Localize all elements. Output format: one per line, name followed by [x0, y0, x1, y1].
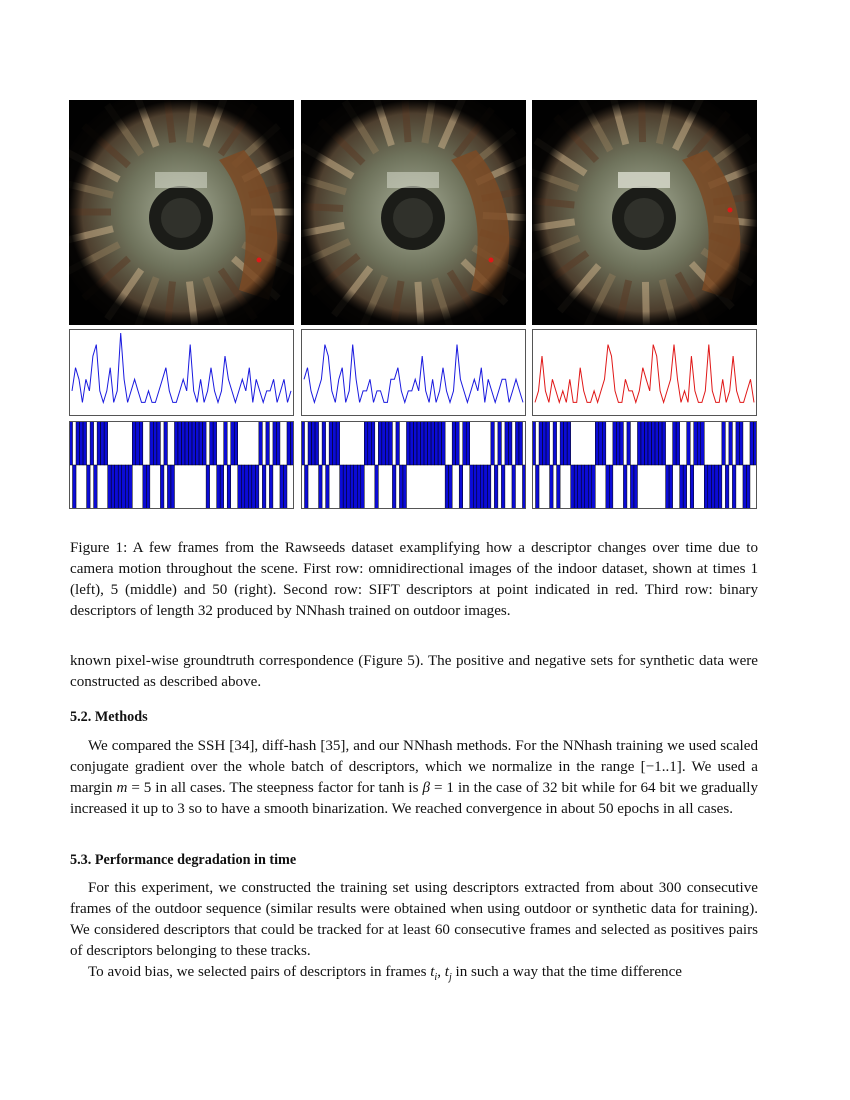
descriptor-bit	[574, 465, 578, 509]
descriptor-bit	[333, 421, 337, 465]
descriptor-bit	[487, 465, 491, 509]
descriptor-bit	[606, 465, 610, 509]
descriptor-bit	[470, 465, 474, 509]
descriptor-bit	[704, 465, 708, 509]
descriptor-bit	[676, 421, 680, 465]
descriptor-bit	[343, 465, 347, 509]
paragraph-methods: We compared the SSH [34], diff-hash [35], and our NNhash methods. For the NNhash training we used scaled conjugate gradient over the whole batch of descriptors, which we normalize in the range [−1..1]. We used a margin m = 5 in all cases. The steepness factor for tanh is β = 1 in the case of 32 bit while for 64 bit we gradually increased it up to 3 so to have a smooth binarization. We reached convergence in about 50 epochs in all cases.	[70, 738, 759, 817]
descriptor-bit	[536, 465, 540, 509]
descriptor-bit	[519, 421, 523, 465]
fisheye-photo-middle	[301, 100, 526, 325]
sift-plot-right	[532, 329, 757, 416]
descriptor-bit	[512, 465, 516, 509]
descriptor-bit	[616, 421, 620, 465]
descriptor-bit	[273, 421, 277, 465]
descriptor-bit	[336, 421, 340, 465]
descriptor-bit	[634, 465, 638, 509]
descriptor-bit	[543, 421, 547, 465]
descriptor-bit	[182, 421, 186, 465]
descriptor-bit	[428, 421, 432, 465]
descriptor-bit	[185, 421, 189, 465]
fisheye-image-right	[532, 100, 757, 325]
descriptor-bit	[150, 421, 154, 465]
descriptor-bit	[206, 465, 210, 509]
descriptor-bit	[196, 421, 200, 465]
descriptor-bit	[245, 465, 249, 509]
descriptor-bit	[248, 465, 252, 509]
descriptor-bit	[673, 421, 677, 465]
descriptor-bit	[459, 465, 463, 509]
descriptor-bit	[715, 465, 719, 509]
descriptor-bit	[76, 421, 80, 465]
figure-1	[0, 0, 850, 520]
descriptor-bit	[505, 421, 509, 465]
descriptor-bit	[623, 465, 627, 509]
descriptor-bit	[498, 421, 502, 465]
descriptor-bit	[203, 421, 207, 465]
descriptor-bit	[125, 465, 129, 509]
descriptor-bit	[315, 421, 319, 465]
descriptor-bit	[118, 465, 122, 509]
binary-descriptor-middle	[301, 421, 526, 509]
descriptor-bit	[550, 465, 554, 509]
descriptor-bit	[690, 465, 694, 509]
paragraph-groundtruth: known pixel-wise groundtruth correspondence (Figure 5). The positive and negative sets for synthetic data were constructed as described above.	[70, 653, 758, 690]
descriptor-bit	[403, 465, 407, 509]
descriptor-bit	[364, 421, 368, 465]
descriptor-bit	[238, 465, 242, 509]
descriptor-bit	[371, 421, 375, 465]
descriptor-bit	[280, 465, 284, 509]
descriptor-bit	[424, 421, 428, 465]
descriptor-bit	[361, 465, 365, 509]
descriptor-bit	[132, 421, 136, 465]
binary-descriptor-left	[69, 421, 294, 509]
descriptor-bit	[613, 421, 617, 465]
descriptor-bit	[620, 421, 624, 465]
section-heading-methods: 5.2. Methods	[70, 709, 148, 725]
descriptor-bit	[578, 465, 582, 509]
fisheye-image-middle	[301, 100, 526, 325]
descriptor-bit	[406, 421, 410, 465]
descriptor-bit	[452, 421, 456, 465]
descriptor-bit	[210, 421, 214, 465]
sift-plot-left	[69, 329, 294, 416]
descriptor-bit	[108, 465, 112, 509]
descriptor-bit	[266, 421, 270, 465]
descriptor-bit	[146, 465, 150, 509]
descriptor-bit	[73, 465, 77, 509]
descriptor-bit	[276, 421, 280, 465]
descriptor-bit	[122, 465, 126, 509]
descriptor-bit	[399, 465, 403, 509]
descriptor-bit	[599, 421, 603, 465]
descriptor-bit	[220, 465, 224, 509]
descriptor-bit	[694, 421, 698, 465]
descriptor-bit	[139, 421, 143, 465]
descriptor-bit	[484, 465, 488, 509]
descriptor-bit	[164, 421, 168, 465]
descriptor-bit	[283, 465, 287, 509]
descriptor-bit	[421, 421, 425, 465]
descriptor-bit	[491, 421, 495, 465]
figure-caption: Figure 1: A few frames from the Rawseeds dataset examplifying how a descriptor changes over time due to camera motion throughout the scene. First row: omnidirectional images of the indoor dataset, shown at times 1 (left), 5 (middle) and 50 (right). Second row: SIFT descriptors at point indicated in red. Third row: binary descriptors of length 32 produced by NNhash trained on outdoor images.	[70, 540, 758, 619]
descriptor-bit	[645, 421, 649, 465]
descriptor-bit	[319, 465, 323, 509]
descriptor-bit	[581, 465, 585, 509]
descriptor-bit	[648, 421, 652, 465]
descriptor-bit	[641, 421, 645, 465]
descriptor-bit	[111, 465, 115, 509]
descriptor-bit	[255, 465, 259, 509]
descriptor-bit	[588, 465, 592, 509]
descriptor-bit	[217, 465, 221, 509]
descriptor-bit	[609, 465, 613, 509]
descriptor-bit	[743, 465, 747, 509]
descriptor-bit	[746, 465, 750, 509]
descriptor-bit	[350, 465, 354, 509]
descriptor-bit	[477, 465, 481, 509]
descriptor-bit	[652, 421, 656, 465]
descriptor-bit	[494, 465, 498, 509]
descriptor-bit	[287, 421, 291, 465]
descriptor-bit	[94, 465, 98, 509]
descriptor-bit	[435, 421, 439, 465]
descriptor-bit	[736, 421, 740, 465]
descriptor-bit	[708, 465, 712, 509]
descriptor-bit	[392, 465, 396, 509]
descriptor-bit	[241, 465, 245, 509]
descriptor-bit	[414, 421, 418, 465]
descriptor-bit	[732, 465, 736, 509]
descriptor-bit	[697, 421, 701, 465]
descriptor-bit	[739, 421, 743, 465]
descriptor-bit	[662, 421, 666, 465]
descriptor-bit	[199, 421, 203, 465]
descriptor-bit	[595, 421, 599, 465]
descriptor-bit	[157, 421, 161, 465]
descriptor-bit	[701, 421, 705, 465]
descriptor-bit	[637, 421, 641, 465]
binary-descriptor-right	[532, 421, 757, 509]
descriptor-bit	[410, 421, 414, 465]
fisheye-photo-left	[69, 100, 294, 325]
descriptor-bit	[389, 421, 393, 465]
descriptor-bit	[687, 421, 691, 465]
descriptor-bit	[97, 421, 101, 465]
descriptor-bit	[456, 421, 460, 465]
descriptor-bit	[312, 421, 316, 465]
fisheye-image-left	[69, 100, 294, 325]
descriptor-bit	[192, 421, 196, 465]
descriptor-bit	[396, 421, 400, 465]
descriptor-bit	[442, 421, 446, 465]
descriptor-bit	[627, 421, 631, 465]
descriptor-bit	[269, 465, 273, 509]
descriptor-bit	[83, 421, 87, 465]
descriptor-bit	[329, 421, 333, 465]
descriptor-bit	[143, 465, 147, 509]
sift-plot-middle	[301, 329, 526, 416]
descriptor-bit	[104, 421, 108, 465]
descriptor-bit	[80, 421, 84, 465]
paragraph-bias: To avoid bias, we selected pairs of descriptors in frames $t_i$, $t_j$ in such a way that the time difference	[88, 964, 682, 984]
descriptor-bit	[326, 465, 330, 509]
descriptor-bit	[90, 421, 94, 465]
descriptor-bit	[711, 465, 715, 509]
descriptor-bit	[231, 421, 235, 465]
descriptor-bit	[417, 421, 421, 465]
descriptor-bit	[750, 421, 754, 465]
descriptor-bit	[252, 465, 256, 509]
descriptor-bit	[382, 421, 386, 465]
descriptor-bit	[602, 421, 606, 465]
descriptor-bit	[680, 465, 684, 509]
paragraph-performance: For this experiment, we constructed the training set using descriptors extracted from about 300 consecutive frames of the outdoor sequence (similar results were obtained when using outdoor or synthetic data for training). We considered descriptors that could be tracked for at least 60 consecutive frames and selected as positives pairs of descriptors belonging to these tracks.	[70, 880, 758, 959]
descriptor-bit	[473, 465, 477, 509]
descriptor-bit	[585, 465, 589, 509]
descriptor-bit	[262, 465, 266, 509]
descriptor-bit	[445, 465, 449, 509]
descriptor-bit	[546, 421, 550, 465]
descriptor-bit	[115, 465, 119, 509]
descriptor-bit	[466, 421, 470, 465]
descriptor-bit	[378, 421, 382, 465]
descriptor-bit	[683, 465, 687, 509]
descriptor-bit	[463, 421, 467, 465]
descriptor-bit	[375, 465, 379, 509]
descriptor-bit	[592, 465, 596, 509]
descriptor-bit	[153, 421, 157, 465]
descriptor-bit	[722, 421, 726, 465]
section-heading-performance: 5.3. Performance degradation in time	[70, 852, 297, 868]
descriptor-bit	[160, 465, 164, 509]
descriptor-bit	[340, 465, 344, 509]
descriptor-bit	[224, 421, 228, 465]
descriptor-bit	[368, 421, 372, 465]
descriptor-bit	[666, 465, 670, 509]
descriptor-bit	[174, 421, 178, 465]
descriptor-bit	[571, 465, 575, 509]
descriptor-bit	[87, 465, 91, 509]
descriptor-bit	[560, 421, 564, 465]
descriptor-bit	[227, 465, 231, 509]
descriptor-bit	[347, 465, 351, 509]
descriptor-bit	[305, 465, 309, 509]
descriptor-bit	[171, 465, 175, 509]
descriptor-bit	[438, 421, 442, 465]
descriptor-bit	[564, 421, 568, 465]
descriptor-bit	[449, 465, 453, 509]
descriptor-bit	[308, 421, 312, 465]
descriptor-bit	[480, 465, 484, 509]
descriptor-bit	[725, 465, 729, 509]
descriptor-bit	[515, 421, 519, 465]
descriptor-bit	[501, 465, 505, 509]
descriptor-bit	[354, 465, 358, 509]
descriptor-bit	[234, 421, 238, 465]
descriptor-bit	[539, 421, 543, 465]
descriptor-bit	[557, 465, 561, 509]
descriptor-bit	[655, 421, 659, 465]
descriptor-bit	[718, 465, 722, 509]
descriptor-bit	[101, 421, 105, 465]
descriptor-bit	[630, 465, 634, 509]
descriptor-bit	[357, 465, 361, 509]
descriptor-bit	[213, 421, 217, 465]
descriptor-bit	[729, 421, 733, 465]
descriptor-bit	[385, 421, 389, 465]
descriptor-bit	[189, 421, 193, 465]
descriptor-bit	[129, 465, 133, 509]
descriptor-bit	[659, 421, 663, 465]
descriptor-bit	[567, 421, 571, 465]
descriptor-bit	[508, 421, 512, 465]
descriptor-bit	[431, 421, 435, 465]
descriptor-bit	[178, 421, 182, 465]
descriptor-bit	[167, 465, 171, 509]
descriptor-bit	[259, 421, 263, 465]
descriptor-bit	[553, 421, 557, 465]
descriptor-bit	[322, 421, 326, 465]
fisheye-photo-right	[532, 100, 757, 325]
descriptor-bit	[669, 465, 673, 509]
descriptor-bit	[136, 421, 140, 465]
